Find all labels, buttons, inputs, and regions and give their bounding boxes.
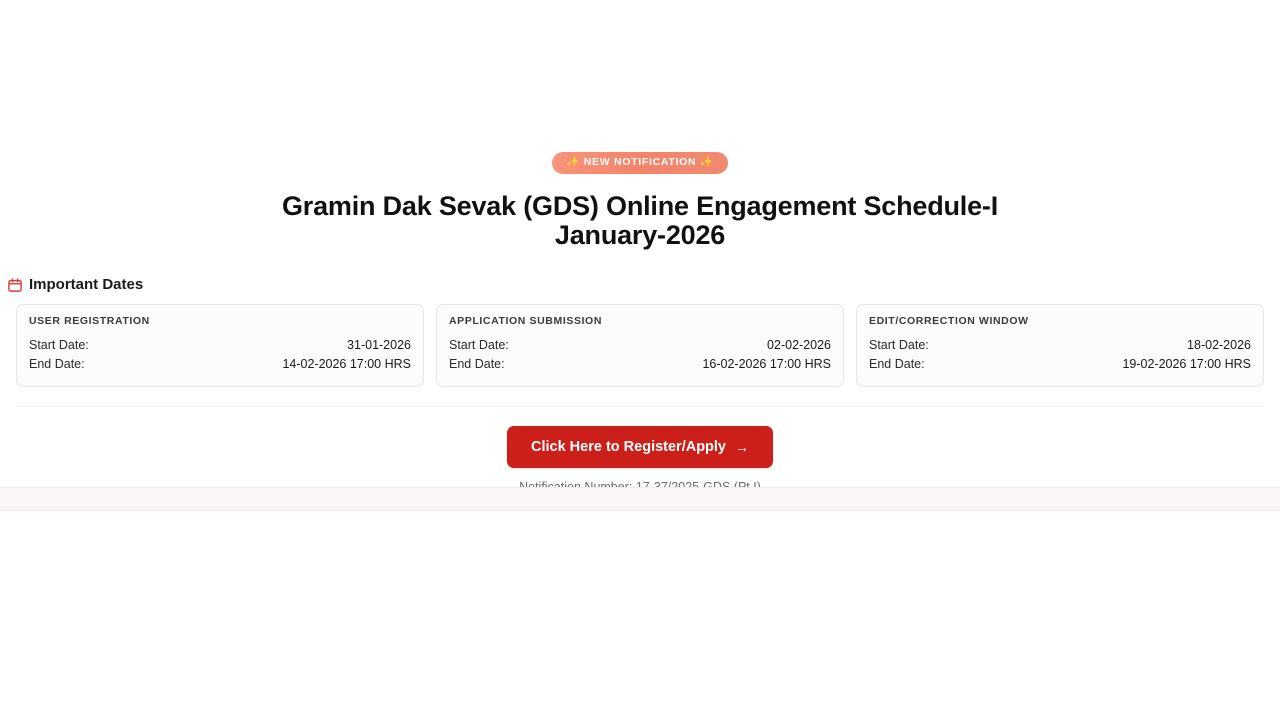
card-application-submission xyxy=(436,304,844,387)
end-date-label: End Date: xyxy=(449,357,505,372)
important-dates-label: Important Dates xyxy=(29,275,144,293)
card-title: USER REGISTRATION xyxy=(29,314,150,327)
calendar-icon xyxy=(8,278,22,292)
register-apply-button[interactable] xyxy=(507,426,773,468)
start-date-label: Start Date: xyxy=(449,337,509,352)
page-title xyxy=(260,192,1020,250)
page-title-line-1: Gramin Dak Sevak (GDS) Online Engagement Schedule-I xyxy=(282,190,998,221)
card-start-row xyxy=(29,336,411,355)
start-date-label: Start Date: xyxy=(29,337,89,352)
end-date-value: 16-02-2026 17:00 HRS xyxy=(702,357,831,372)
start-date-value: 18-02-2026 xyxy=(1187,337,1251,352)
section-divider xyxy=(16,406,1264,407)
important-dates-heading xyxy=(8,276,1280,293)
end-date-label: End Date: xyxy=(869,357,925,372)
end-date-label: End Date: xyxy=(29,357,85,372)
notification-badge-container xyxy=(0,0,1280,174)
dates-card-list xyxy=(0,304,1280,387)
register-apply-label: Click Here to Register/Apply xyxy=(531,438,726,455)
card-end-row xyxy=(869,355,1251,374)
start-date-value: 02-02-2026 xyxy=(767,337,831,352)
card-title: APPLICATION SUBMISSION xyxy=(449,314,603,327)
footer-band xyxy=(0,487,1280,511)
start-date-label: Start Date: xyxy=(869,337,929,352)
card-title: EDIT/CORRECTION WINDOW xyxy=(869,314,1029,327)
page-title-line-2: January-2026 xyxy=(554,219,726,250)
card-start-row xyxy=(869,336,1251,355)
card-end-row xyxy=(29,355,411,374)
start-date-value: 31-01-2026 xyxy=(347,337,411,352)
card-start-row xyxy=(449,336,831,355)
card-edit-correction-window xyxy=(856,304,1264,387)
cta-container xyxy=(0,426,1280,468)
end-date-value: 14-02-2026 17:00 HRS xyxy=(282,357,411,372)
end-date-value: 19-02-2026 17:00 HRS xyxy=(1122,357,1251,372)
card-end-row xyxy=(449,355,831,374)
arrow-right-icon: → xyxy=(735,438,749,455)
status-badge: ✨ NEW NOTIFICATION ✨ xyxy=(552,152,727,174)
card-user-registration xyxy=(16,304,424,387)
